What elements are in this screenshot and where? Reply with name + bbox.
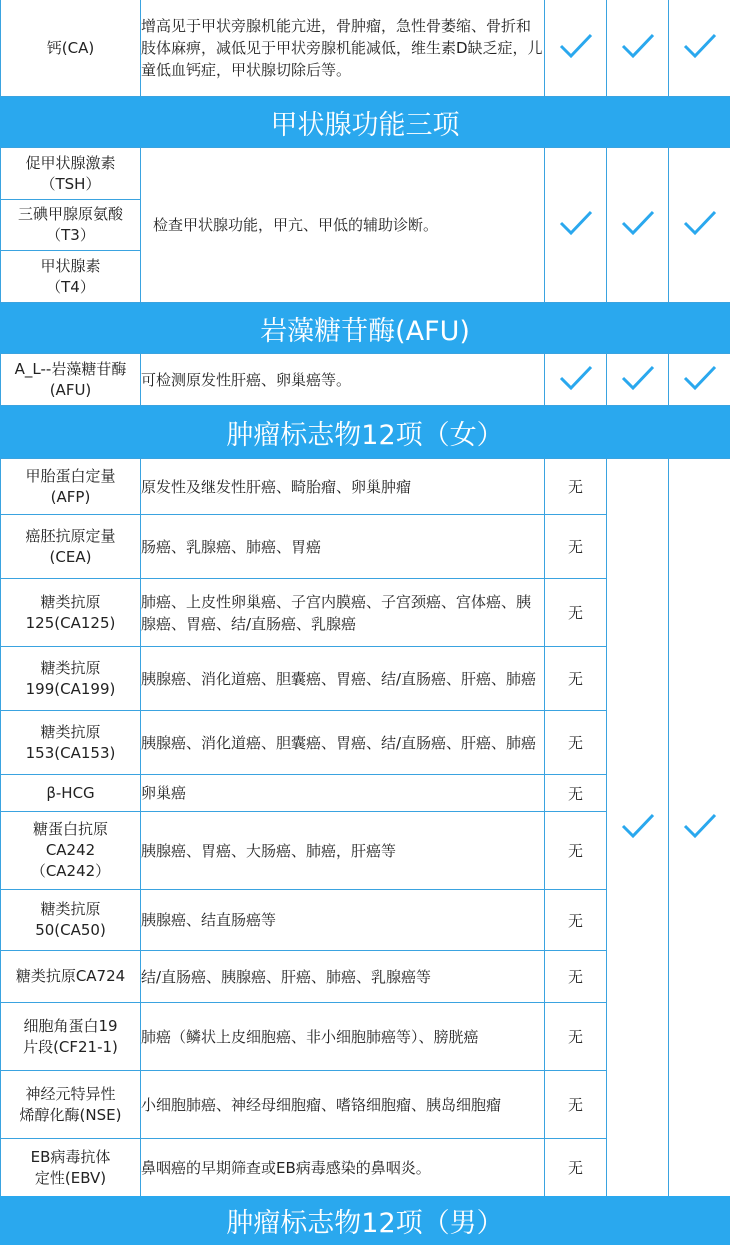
item-description: 增高见于甲状旁腺机能亢进，骨肿瘤，急性骨萎缩、骨折和肢体麻痹，减低见于甲状旁腺机能减低，维生素D缺乏症，儿童低血钙症，甲状腺切除后等。 (141, 0, 545, 97)
package-1-cell (545, 0, 607, 97)
item-name: EB病毒抗体 (30, 1147, 111, 1166)
thyroid-item-names (1, 148, 141, 303)
tumor-female-table (0, 458, 730, 1197)
item-name-cell (1, 459, 141, 515)
item-name: 糖类抗原 (40, 722, 101, 741)
item-name-cell (1, 515, 141, 579)
item-code: CA242 (45, 841, 96, 859)
item-code: 199(CA199) (25, 679, 116, 698)
item-code: 定性(EBV) (34, 1168, 107, 1187)
item-name: 细胞角蛋白19 (23, 1016, 118, 1035)
item-code: （TSH） (40, 174, 101, 193)
item-name: 甲状腺素 (40, 256, 101, 275)
thyroid-item-t4 (1, 251, 140, 302)
item-code: （T3） (46, 226, 95, 244)
thyroid-item-tsh (1, 148, 140, 200)
item-name-cell (1, 812, 141, 890)
item-name-cell (1, 711, 141, 775)
package-1-none: 无 (545, 711, 607, 775)
package-3-cell (669, 354, 730, 406)
item-name: 糖蛋白抗原 (32, 820, 108, 838)
package-1-none: 无 (545, 515, 607, 579)
package-1-none: 无 (545, 579, 607, 647)
item-name: 甲胎蛋白定量 (25, 466, 116, 485)
item-code: 片段(CF21-1) (23, 1037, 118, 1056)
item-code: 125(CA125) (25, 613, 116, 632)
item-name-cell (1, 951, 141, 1003)
item-description: 小细胞肺癌、神经母细胞瘤、嗜铬细胞瘤、胰岛细胞瘤 (141, 1071, 545, 1139)
item-code: 烯醇化酶(NSE) (19, 1105, 122, 1124)
package-1-cell (545, 148, 607, 303)
item-code: 50(CA50) (35, 921, 106, 939)
item-name: 糖类抗原 (40, 900, 101, 918)
item-description: 胰腺癌、消化道癌、胆囊癌、胃癌、结/直肠癌、肝癌、肺癌 (141, 647, 545, 711)
package-3-cell (669, 459, 730, 1197)
item-code: (AFU) (49, 380, 92, 399)
table-row (1, 0, 730, 97)
item-name-cell (1, 775, 141, 812)
calcium-table (0, 0, 730, 97)
thyroid-table (0, 147, 730, 303)
item-name: 钙(CA) (1, 0, 141, 97)
item-description: 卵巢癌 (141, 775, 545, 812)
item-description: 鼻咽癌的早期筛查或EB病毒感染的鼻咽炎。 (141, 1139, 545, 1197)
item-description: 胰腺癌、消化道癌、胆囊癌、胃癌、结/直肠癌、肝癌、肺癌 (141, 711, 545, 775)
item-name: β-HCG (46, 783, 95, 802)
package-1-none: 无 (545, 1003, 607, 1071)
check-icon (620, 364, 656, 392)
package-1-none: 无 (545, 812, 607, 890)
item-name-cell (1, 354, 141, 406)
package-1-none: 无 (545, 459, 607, 515)
item-name: 三碘甲腺原氨酸 (17, 205, 123, 223)
section-header-afu: 岩藻糖苷酶(AFU) (0, 303, 730, 353)
section-header-tumor-male: 肿瘤标志物12项（男） (0, 1196, 730, 1245)
item-description: 结/直肠癌、胰腺癌、肝癌、肺癌、乳腺癌等 (141, 951, 545, 1003)
package-2-cell (607, 354, 669, 406)
package-1-cell (545, 354, 607, 406)
item-name: 糖类抗原CA724 (15, 967, 126, 985)
package-3-cell (669, 0, 730, 97)
item-code: (CEA) (49, 547, 92, 566)
check-icon (558, 209, 594, 237)
item-code: 153(CA153) (25, 743, 116, 762)
item-name: 促甲状腺激素 (25, 153, 116, 172)
section-header-tumor-female: 肿瘤标志物12项（女） (0, 406, 730, 458)
check-icon (682, 364, 718, 392)
section-header-thyroid: 甲状腺功能三项 (0, 97, 730, 147)
afu-table (0, 353, 730, 406)
table-row (1, 148, 730, 303)
item-name: 癌胚抗原定量 (25, 526, 116, 545)
item-name-cell (1, 1003, 141, 1071)
package-1-none: 无 (545, 775, 607, 812)
item-description: 胰腺癌、胃癌、大肠癌、肺癌，肝癌等 (141, 812, 545, 890)
table-row (1, 354, 730, 406)
item-name-cell (1, 1071, 141, 1139)
package-1-none: 无 (545, 647, 607, 711)
item-name: 糖类抗原 (40, 592, 101, 611)
check-icon (682, 32, 718, 60)
item-name: 神经元特异性 (25, 1084, 116, 1103)
item-name-cell (1, 1139, 141, 1197)
package-1-none: 无 (545, 1139, 607, 1197)
check-icon (558, 364, 594, 392)
item-code: （T4） (46, 277, 95, 296)
item-name-cell (1, 647, 141, 711)
item-description: 可检测原发性肝癌、卵巢癌等。 (141, 354, 545, 406)
package-2-cell (607, 459, 669, 1197)
item-description: 肺癌、上皮性卵巢癌、子宫内膜癌、子宫颈癌、宫体癌、胰腺癌、胃癌、结/直肠癌、乳腺癌 (141, 579, 545, 647)
item-name: 糖类抗原 (40, 658, 101, 677)
item-code: (AFP) (50, 487, 91, 506)
thyroid-item-t3 (1, 200, 140, 251)
item-name: A_L--岩藻糖苷酶 (14, 359, 127, 378)
package-1-none: 无 (545, 951, 607, 1003)
item-description: 肺癌（鳞状上皮细胞癌、非小细胞肺癌等）、膀胱癌 (141, 1003, 545, 1071)
check-icon (620, 812, 656, 840)
package-2-cell (607, 0, 669, 97)
check-icon (558, 32, 594, 60)
item-description: 肠癌、乳腺癌、肺癌、胃癌 (141, 515, 545, 579)
package-3-cell (669, 148, 730, 303)
check-icon (682, 812, 718, 840)
check-icon (620, 32, 656, 60)
item-description: 检查甲状腺功能，甲亢、甲低的辅助诊断。 (141, 148, 545, 303)
package-1-none: 无 (545, 890, 607, 951)
table-row (1, 459, 730, 515)
item-name-cell (1, 890, 141, 951)
package-1-none: 无 (545, 1071, 607, 1139)
check-icon (682, 209, 718, 237)
item-description: 胰腺癌、结直肠癌等 (141, 890, 545, 951)
item-code-alt: （CA242） (30, 862, 111, 880)
item-description: 原发性及继发性肝癌、畸胎瘤、卵巢肿瘤 (141, 459, 545, 515)
item-name-cell (1, 579, 141, 647)
check-icon (620, 209, 656, 237)
package-2-cell (607, 148, 669, 303)
